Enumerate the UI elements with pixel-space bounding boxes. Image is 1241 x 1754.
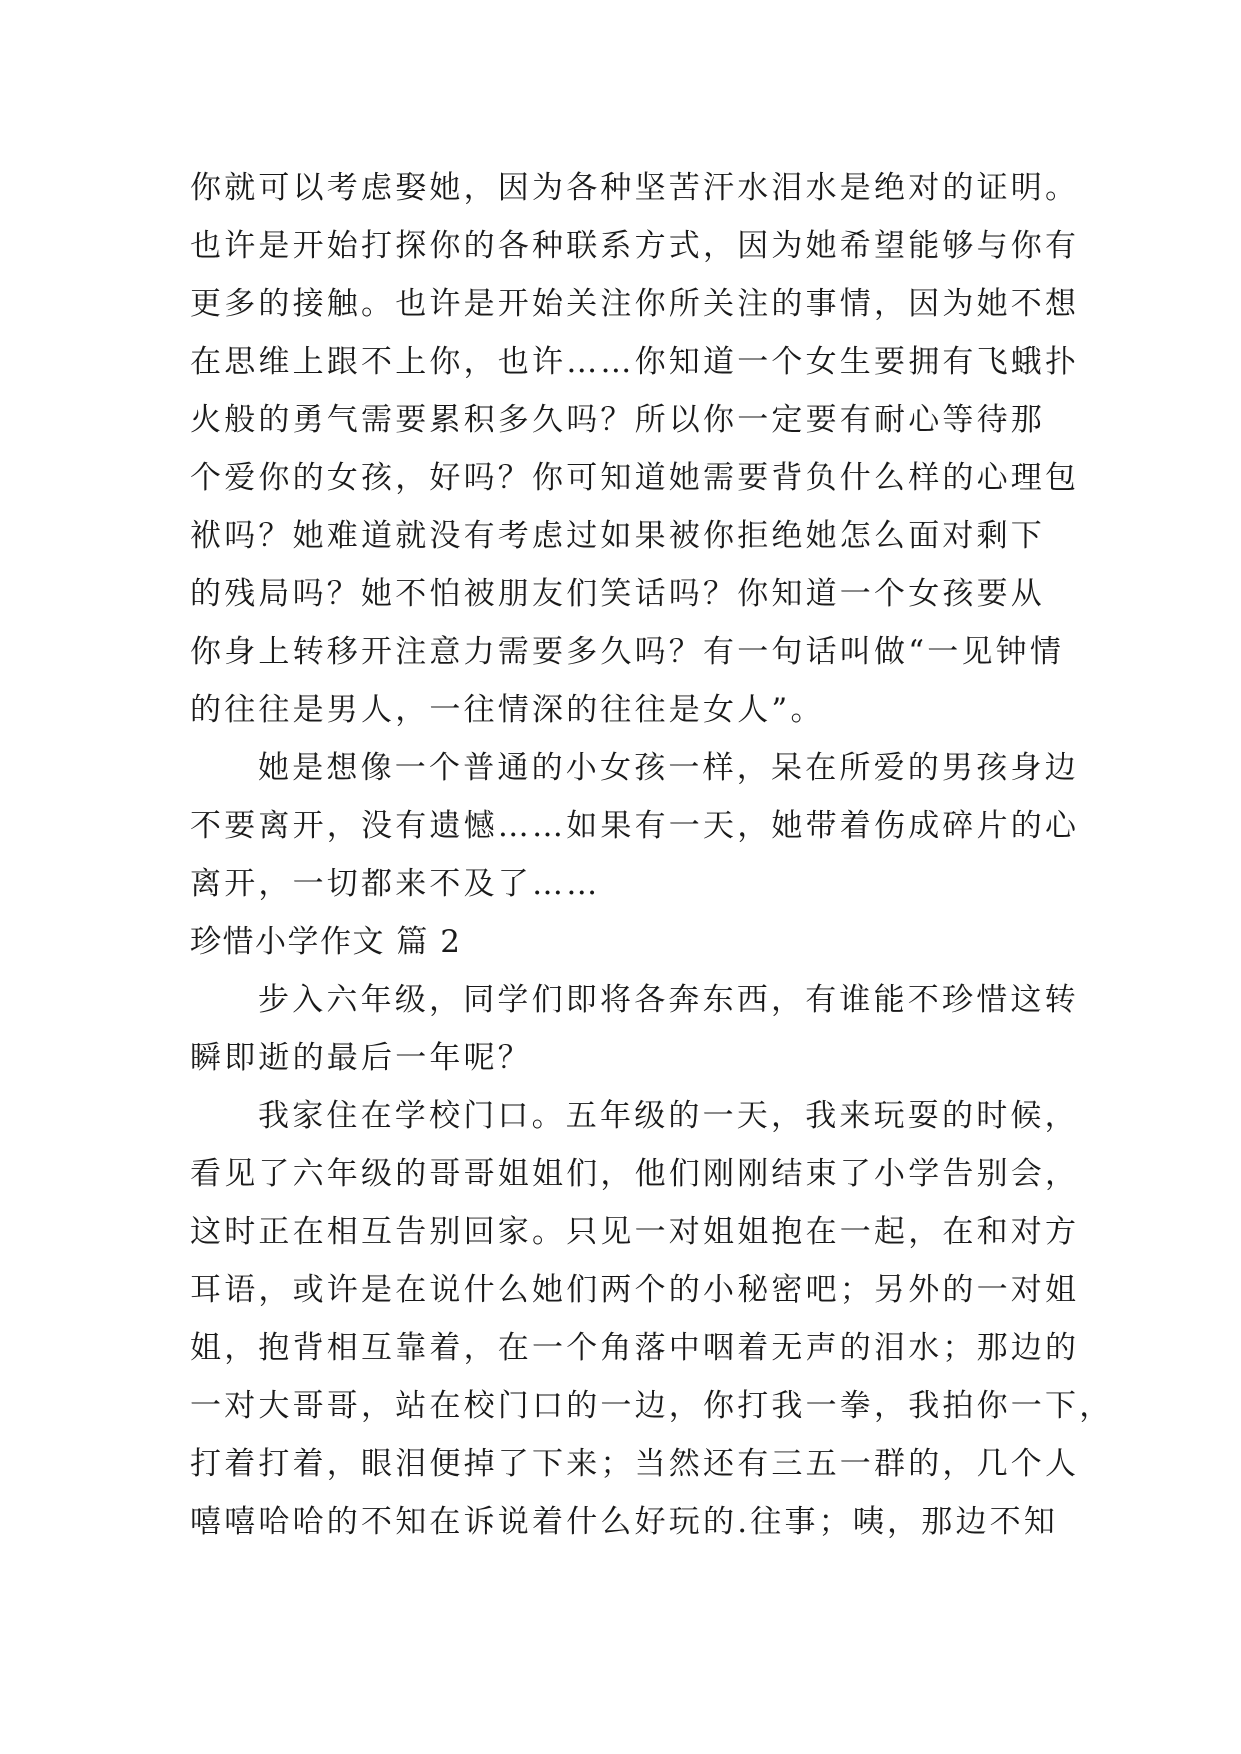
text-line: 在思维上跟不上你，也许……你知道一个女生要拥有飞蛾扑: [190, 344, 1080, 380]
paragraph-first-line: 我家住在学校门口。五年级的一天，我来玩耍的时候，: [258, 1098, 1079, 1134]
text-line: 瞬即逝的最后一年呢？: [190, 1040, 532, 1076]
text-line: 的残局吗？她不怕被朋友们笑话吗？你知道一个女孩要从: [190, 576, 1045, 612]
text-line: 姐，抱背相互靠着，在一个角落中咽着无声的泪水；那边的: [190, 1330, 1080, 1366]
text-line: 这时正在相互告别回家。只见一对姐姐抱在一起，在和对方: [190, 1214, 1080, 1250]
section-heading: 珍惜小学作文 篇 2: [190, 924, 462, 960]
text-line: 你就可以考虑娶她，因为各种坚苦汗水泪水是绝对的证明。: [190, 170, 1080, 206]
text-line: 一对大哥哥，站在校门口的一边，你打我一拳，我拍你一下，: [190, 1388, 1114, 1424]
text-line: 嘻嘻哈哈的不知在诉说着什么好玩的.往事；咦，那边不知: [190, 1504, 1059, 1540]
text-line: 个爱你的女孩，好吗？你可知道她需要背负什么样的心理包: [190, 460, 1080, 496]
text-line: 离开，一切都来不及了……: [190, 866, 601, 902]
paragraph-first-line: 步入六年级，同学们即将各奔东西，有谁能不珍惜这转: [258, 982, 1079, 1018]
text-line: 耳语，或许是在说什么她们两个的小秘密吧；另外的一对姐: [190, 1272, 1080, 1308]
text-line: 打着打着，眼泪便掉了下来；当然还有三五一群的，几个人: [190, 1446, 1080, 1482]
text-line: 更多的接触。也许是开始关注你所关注的事情，因为她不想: [190, 286, 1080, 322]
text-line: 也许是开始打探你的各种联系方式，因为她希望能够与你有: [190, 228, 1080, 264]
text-line: 你身上转移开注意力需要多久吗？有一句话叫做“一见钟情: [190, 634, 1065, 670]
text-line: 不要离开，没有遗憾……如果有一天，她带着伤成碎片的心: [190, 808, 1080, 844]
paragraph-first-line: 她是想像一个普通的小女孩一样，呆在所爱的男孩身边: [258, 750, 1079, 786]
text-line: 袱吗？她难道就没有考虑过如果被你拒绝她怎么面对剩下: [190, 518, 1045, 554]
text-line: 看见了六年级的哥哥姐姐们，他们刚刚结束了小学告别会，: [190, 1156, 1080, 1192]
text-line: 火般的勇气需要累积多久吗？所以你一定要有耐心等待那: [190, 402, 1045, 438]
text-line: 的往往是男人，一往情深的往往是女人”。: [190, 692, 825, 728]
